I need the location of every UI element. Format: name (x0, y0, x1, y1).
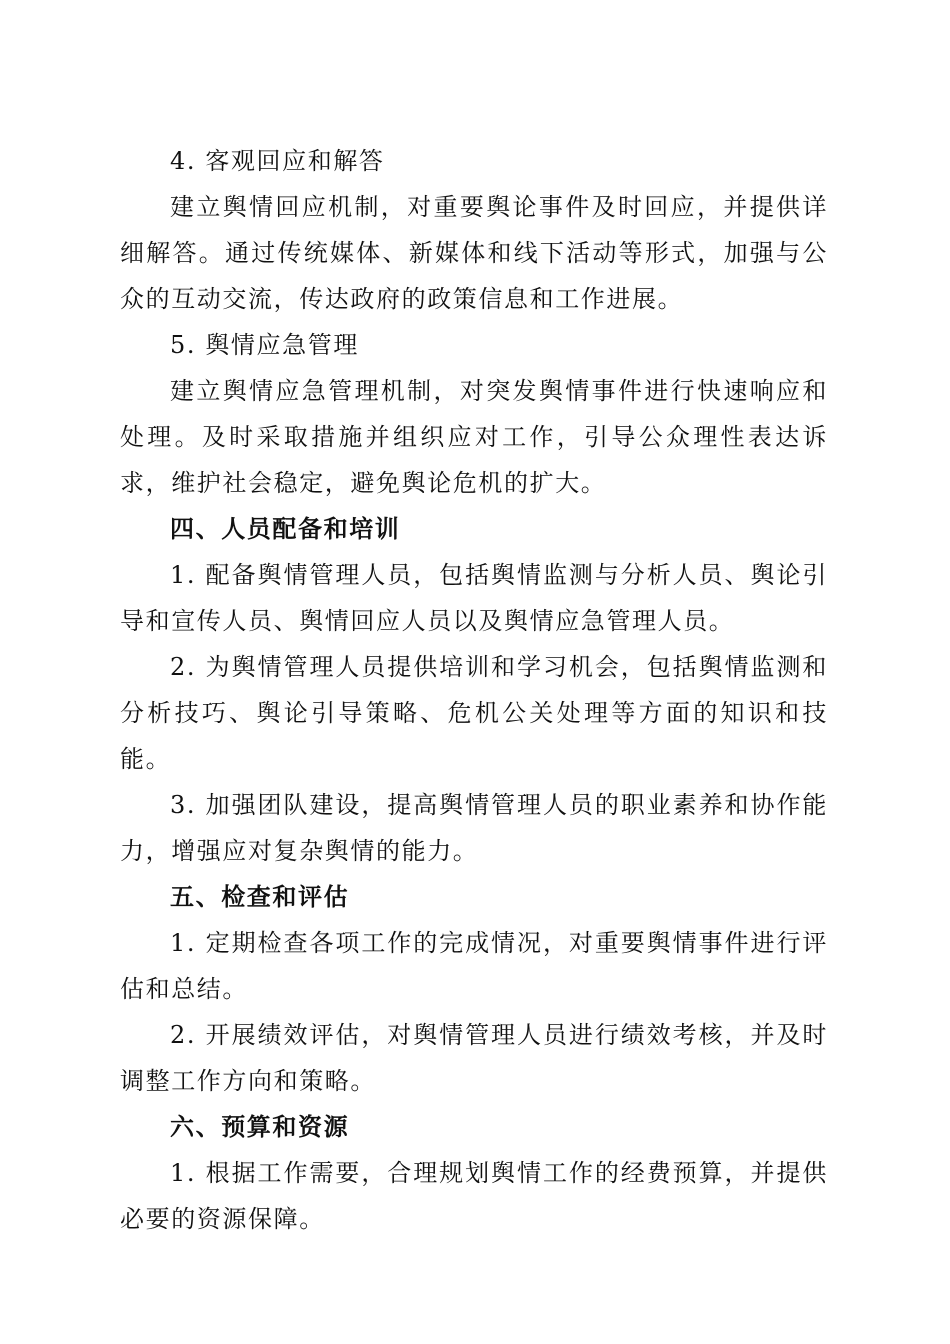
section-heading-staffing: 四、人员配备和培训 (170, 515, 401, 543)
item-title-emergency-management: 5. 舆情应急管理 (170, 331, 359, 359)
paragraph-emergency-management: 建立舆情应急管理机制，对突发舆情事件进行快速响应和处理。及时采取措施并组织应对工作，引导公众理性表达诉求，维护社会稳定，避免舆论危机的扩大。 (120, 377, 828, 497)
section-heading-budget: 六、预算和资源 (170, 1113, 350, 1141)
paragraph-staff-item-1: 1. 配备舆情管理人员，包括舆情监测与分析人员、舆论引导和宣传人员、舆情回应人员以及舆情应急管理人员。 (120, 561, 828, 635)
paragraph-objective-response: 建立舆情回应机制，对重要舆论事件及时回应，并提供详细解答。通过传统媒体、新媒体和线下活动等形式，加强与公众的互动交流，传达政府的政策信息和工作进展。 (120, 193, 828, 313)
paragraph-staff-item-3: 3. 加强团队建设，提高舆情管理人员的职业素养和协作能力，增强应对复杂舆情的能力。 (120, 791, 828, 865)
document-page (120, 138, 828, 1242)
section-heading-inspection: 五、检查和评估 (170, 883, 350, 911)
item-title-objective-response: 4. 客观回应和解答 (170, 147, 385, 175)
paragraph-budget-item-1: 1. 根据工作需要，合理规划舆情工作的经费预算，并提供必要的资源保障。 (120, 1159, 828, 1233)
paragraph-check-item-1: 1. 定期检查各项工作的完成情况，对重要舆情事件进行评估和总结。 (120, 929, 828, 1003)
paragraph-check-item-2: 2. 开展绩效评估，对舆情管理人员进行绩效考核，并及时调整工作方向和策略。 (120, 1021, 828, 1095)
paragraph-staff-item-2: 2. 为舆情管理人员提供培训和学习机会，包括舆情监测和分析技巧、舆论引导策略、危机公关处理等方面的知识和技能。 (120, 653, 828, 773)
